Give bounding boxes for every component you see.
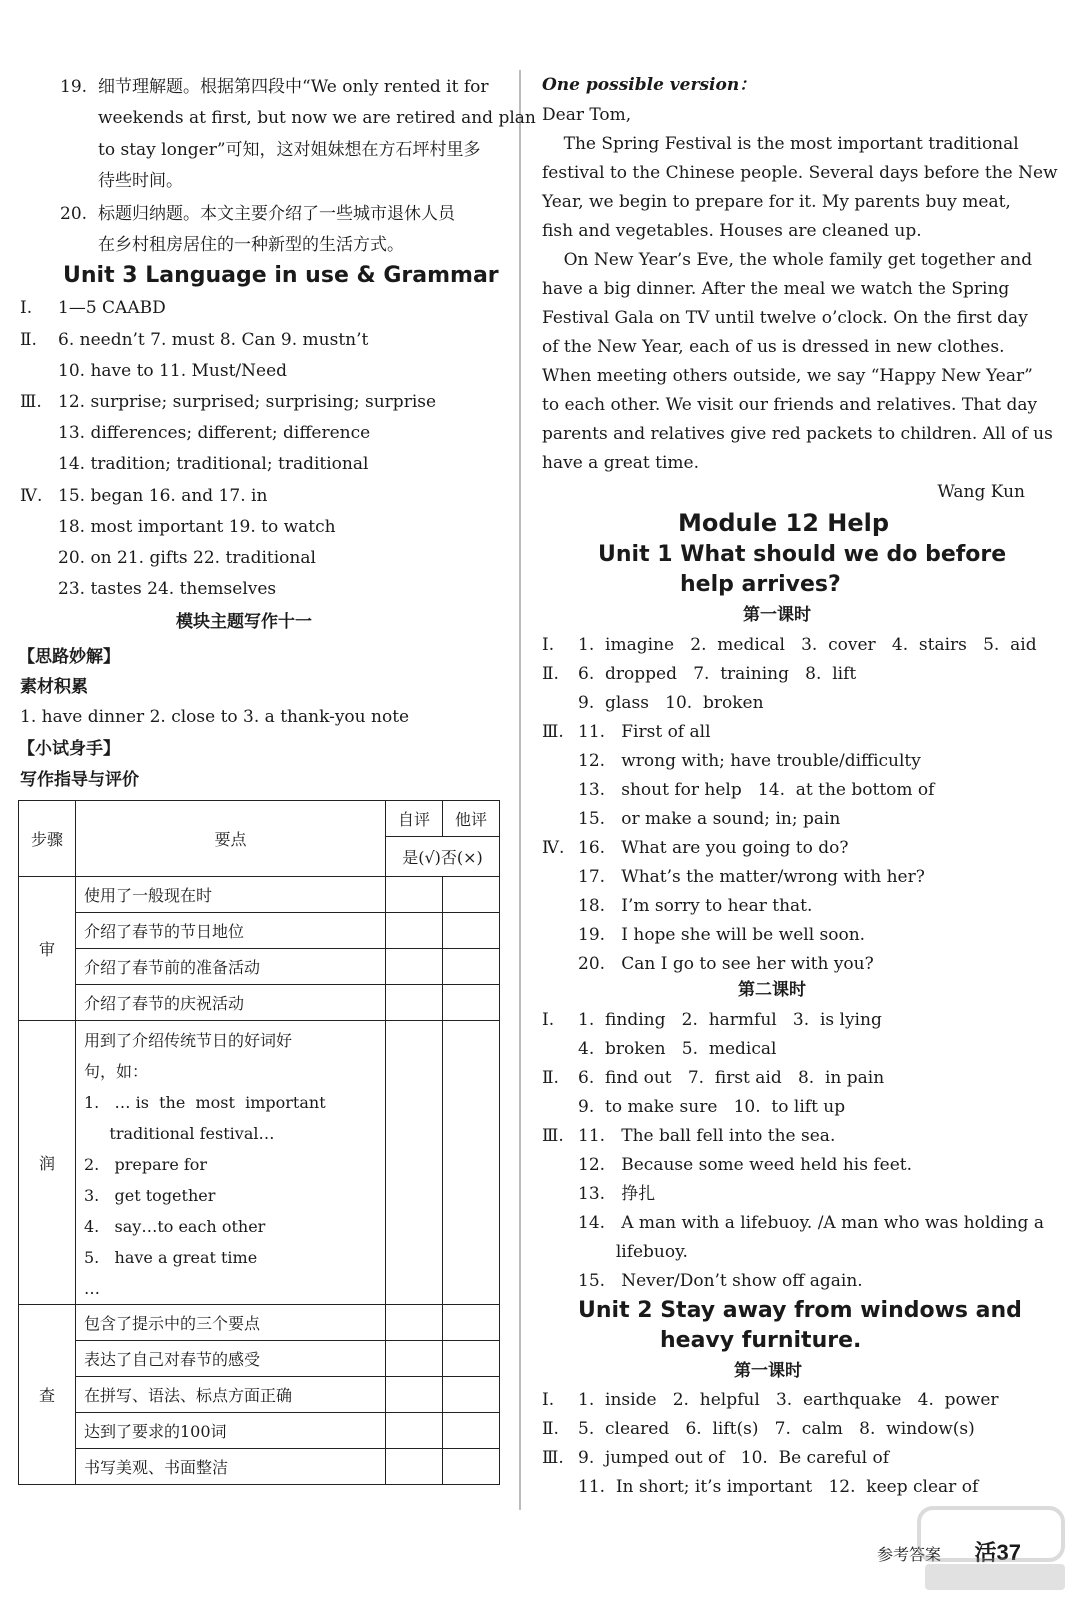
answer-line: 13. shout for help 14. at the bottom of bbox=[578, 780, 935, 800]
sec3-line-2: 13. differences; different; difference bbox=[58, 423, 371, 443]
peer-cell bbox=[443, 877, 500, 913]
sec3-line-3: 14. tradition; traditional; traditional bbox=[58, 454, 369, 474]
step-review: 审 bbox=[19, 877, 76, 1021]
section-roman: Ⅳ. bbox=[542, 838, 565, 858]
polish-line-5: 2. prepare for bbox=[84, 1155, 208, 1174]
peer-cell bbox=[443, 913, 500, 949]
self-cell bbox=[386, 913, 443, 949]
column-divider bbox=[519, 70, 521, 1510]
step-polish: 润 bbox=[19, 1021, 76, 1305]
unit2-title-line-1: Unit 2 Stay away from windows and bbox=[578, 1298, 1022, 1323]
writing-title: 模块主题写作十一 bbox=[176, 612, 312, 632]
q19-line-4: 待些时间。 bbox=[98, 171, 183, 191]
self-cell bbox=[386, 1021, 443, 1305]
module-title: Module 12 Help bbox=[678, 509, 890, 537]
section-roman: Ⅰ. bbox=[542, 1010, 555, 1030]
letter-line: have a big dinner. After the meal we watch the Spring bbox=[542, 279, 1010, 299]
unit1-title-line-2: help arrives? bbox=[680, 572, 841, 597]
tip-heading: 【思路妙解】 bbox=[18, 647, 120, 667]
material-line: 1. have dinner 2. close to 3. a thank-you note bbox=[20, 707, 410, 727]
lesson-2-heading: 第二课时 bbox=[738, 980, 806, 1000]
answer-line: 19. I hope she will be well soon. bbox=[578, 925, 866, 945]
header-mark: 是(√)否(×) bbox=[386, 837, 500, 877]
check-point-1: 包含了提示中的三个要点 bbox=[76, 1305, 386, 1341]
letter-line: When meeting others outside, we say “Happy New Year” bbox=[542, 366, 1033, 386]
polish-line-3: 1. … is the most important bbox=[84, 1093, 326, 1112]
section-roman: Ⅲ. bbox=[542, 722, 564, 742]
step-check: 查 bbox=[19, 1305, 76, 1485]
section-roman: Ⅰ. bbox=[542, 1390, 555, 1410]
answer-line: 14. A man with a lifebuoy. /A man who was holding a bbox=[578, 1213, 1044, 1233]
section-roman: Ⅲ. bbox=[542, 1448, 564, 1468]
footer-label: 参考答案 bbox=[876, 1545, 941, 1564]
check-point-5: 书写美观、书面整洁 bbox=[76, 1449, 386, 1485]
sec4-line-3: 20. on 21. gifts 22. traditional bbox=[58, 548, 316, 568]
answer-line: 11. The ball fell into the sea. bbox=[578, 1126, 836, 1146]
self-cell bbox=[386, 1413, 443, 1449]
polish-line-8: 5. have a great time bbox=[84, 1248, 258, 1267]
q19-number: 19. bbox=[60, 77, 88, 97]
material-heading: 素材积累 bbox=[20, 677, 88, 697]
check-point-2: 表达了自己对春节的感受 bbox=[76, 1341, 386, 1377]
evaluation-table bbox=[18, 800, 500, 1485]
version-label: One possible version： bbox=[542, 75, 757, 95]
letter-line: Year, we begin to prepare for it. My parents buy meat, bbox=[542, 192, 1011, 212]
answer-line: 1. imagine 2. medical 3. cover 4. stairs 5. aid bbox=[578, 635, 1037, 655]
sec2-line-2: 10. have to 11. Must/Need bbox=[58, 361, 288, 381]
answer-line: 11. In short; it’s important 12. keep clear of bbox=[578, 1477, 979, 1497]
polish-line-9: … bbox=[84, 1279, 100, 1298]
answer-line: 13. 挣扎 bbox=[578, 1184, 656, 1204]
peer-cell bbox=[443, 1021, 500, 1305]
header-point: 要点 bbox=[76, 801, 386, 877]
letter-line: have a great time. bbox=[542, 453, 699, 473]
review-point-2: 介绍了春节的节日地位 bbox=[76, 913, 386, 949]
answer-line: 16. What are you going to do? bbox=[578, 838, 849, 858]
self-cell bbox=[386, 1305, 443, 1341]
answer-line: 12. wrong with; have trouble/difficulty bbox=[578, 751, 921, 771]
polish-line-1: 用到了介绍传统节日的好词好 bbox=[84, 1031, 293, 1050]
try-heading: 【小试身手】 bbox=[18, 739, 120, 759]
review-point-4: 介绍了春节的庆祝活动 bbox=[76, 985, 386, 1021]
answer-line: 15. or make a sound; in; pain bbox=[578, 809, 841, 829]
peer-cell bbox=[443, 1305, 500, 1341]
self-cell bbox=[386, 985, 443, 1021]
letter-line: On New Year’s Eve, the whole family get together and bbox=[542, 250, 1033, 270]
sec1-roman: Ⅰ. bbox=[20, 298, 33, 318]
sec4-line-2: 18. most important 19. to watch bbox=[58, 517, 336, 537]
peer-cell bbox=[443, 985, 500, 1021]
polish-line-2: 句，如： bbox=[84, 1062, 149, 1081]
sec1-answers: 1—5 CAABD bbox=[58, 298, 166, 318]
q19-line-2: weekends at first, but now we are retired and plan bbox=[98, 108, 536, 128]
page-number: 活37 bbox=[974, 1540, 1021, 1565]
watermark-logo bbox=[911, 1502, 1071, 1594]
answer-line: 9. to make sure 10. to lift up bbox=[578, 1097, 846, 1117]
answer-line: 5. cleared 6. lift(s) 7. calm 8. window(s) bbox=[578, 1419, 975, 1439]
answer-line: 1. finding 2. harmful 3. is lying bbox=[578, 1010, 882, 1030]
peer-cell bbox=[443, 1449, 500, 1485]
letter-line: fish and vegetables. Houses are cleaned up. bbox=[542, 221, 922, 241]
answer-line: 18. I’m sorry to hear that. bbox=[578, 896, 813, 916]
answer-line: 17. What’s the matter/wrong with her? bbox=[578, 867, 925, 887]
lesson-1-heading: 第一课时 bbox=[743, 605, 811, 625]
review-point-1: 使用了一般现在时 bbox=[76, 877, 386, 913]
polish-line-6: 3. get together bbox=[84, 1186, 216, 1205]
peer-cell bbox=[443, 1377, 500, 1413]
section-roman: Ⅲ. bbox=[542, 1126, 564, 1146]
answer-line: 9. glass 10. broken bbox=[578, 693, 764, 713]
q20-line-1: 标题归纳题。本文主要介绍了一些城市退休人员 bbox=[98, 204, 455, 224]
letter-line: to each other. We visit our friends and relatives. That day bbox=[542, 395, 1038, 415]
sec3-roman: Ⅲ. bbox=[20, 392, 42, 412]
polish-line-4: traditional festival… bbox=[84, 1124, 275, 1143]
letter-line: The Spring Festival is the most important traditional bbox=[542, 134, 1019, 154]
answer-line: 6. find out 7. first aid 8. in pain bbox=[578, 1068, 885, 1088]
q19-line-1: 细节理解题。根据第四段中“We only rented it for bbox=[98, 77, 489, 97]
unit3-title: Unit 3 Language in use & Grammar bbox=[63, 263, 499, 288]
peer-cell bbox=[443, 949, 500, 985]
letter-line: of the New Year, each of us is dressed in new clothes. bbox=[542, 337, 1005, 357]
self-cell bbox=[386, 1377, 443, 1413]
lesson-3-heading: 第一课时 bbox=[734, 1361, 802, 1381]
guide-heading: 写作指导与评价 bbox=[20, 770, 139, 790]
letter-line: festival to the Chinese people. Several days before the New bbox=[542, 163, 1058, 183]
answer-line: 20. Can I go to see her with you? bbox=[578, 954, 874, 974]
q20-number: 20. bbox=[60, 204, 88, 224]
polish-line-7: 4. say…to each other bbox=[84, 1217, 266, 1236]
check-point-4: 达到了要求的100词 bbox=[76, 1413, 386, 1449]
review-point-3: 介绍了春节前的准备活动 bbox=[76, 949, 386, 985]
section-roman: Ⅱ. bbox=[542, 1068, 559, 1088]
answer-line: 11. First of all bbox=[578, 722, 711, 742]
answer-line: 4. broken 5. medical bbox=[578, 1039, 777, 1059]
header-peer: 他评 bbox=[443, 801, 500, 837]
section-roman: Ⅱ. bbox=[542, 664, 559, 684]
unit2-title-line-2: heavy furniture. bbox=[660, 1328, 862, 1353]
answer-line: lifebuoy. bbox=[578, 1242, 688, 1262]
peer-cell bbox=[443, 1341, 500, 1377]
q20-line-2: 在乡村租房居住的一种新型的生活方式。 bbox=[98, 235, 404, 255]
peer-cell bbox=[443, 1413, 500, 1449]
signature: Wang Kun bbox=[937, 482, 1025, 502]
unit1-title-line-1: Unit 1 What should we do before bbox=[598, 542, 1007, 567]
section-roman: Ⅰ. bbox=[542, 635, 555, 655]
sec4-roman: Ⅳ. bbox=[20, 486, 43, 506]
sec2-line-1: 6. needn’t 7. must 8. Can 9. mustn’t bbox=[58, 330, 369, 350]
q19-line-3: to stay longer”可知，这对姐妹想在方石坪村里多 bbox=[98, 140, 481, 160]
letter-line: parents and relatives give red packets to children. All of us bbox=[542, 424, 1053, 444]
sec4-line-4: 23. tastes 24. themselves bbox=[58, 579, 277, 599]
sec4-line-1: 15. began 16. and 17. in bbox=[58, 486, 268, 506]
header-step: 步骤 bbox=[19, 801, 76, 877]
answer-line: 15. Never/Don’t show off again. bbox=[578, 1271, 863, 1291]
answer-line: 9. jumped out of 10. Be careful of bbox=[578, 1448, 890, 1468]
letter-line: Dear Tom, bbox=[542, 105, 632, 125]
sec3-line-1: 12. surprise; surprised; surprising; surprise bbox=[58, 392, 437, 412]
answer-line: 1. inside 2. helpful 3. earthquake 4. power bbox=[578, 1390, 999, 1410]
answer-line: 6. dropped 7. training 8. lift bbox=[578, 664, 857, 684]
self-cell bbox=[386, 1449, 443, 1485]
answer-line: 12. Because some weed held his feet. bbox=[578, 1155, 912, 1175]
self-cell bbox=[386, 949, 443, 985]
sec2-roman: Ⅱ. bbox=[20, 330, 37, 350]
header-self: 自评 bbox=[386, 801, 443, 837]
check-point-3: 在拼写、语法、标点方面正确 bbox=[76, 1377, 386, 1413]
section-roman: Ⅱ. bbox=[542, 1419, 559, 1439]
self-cell bbox=[386, 1341, 443, 1377]
self-cell bbox=[386, 877, 443, 913]
letter-line: Festival Gala on TV until twelve o’clock. On the first day bbox=[542, 308, 1028, 328]
